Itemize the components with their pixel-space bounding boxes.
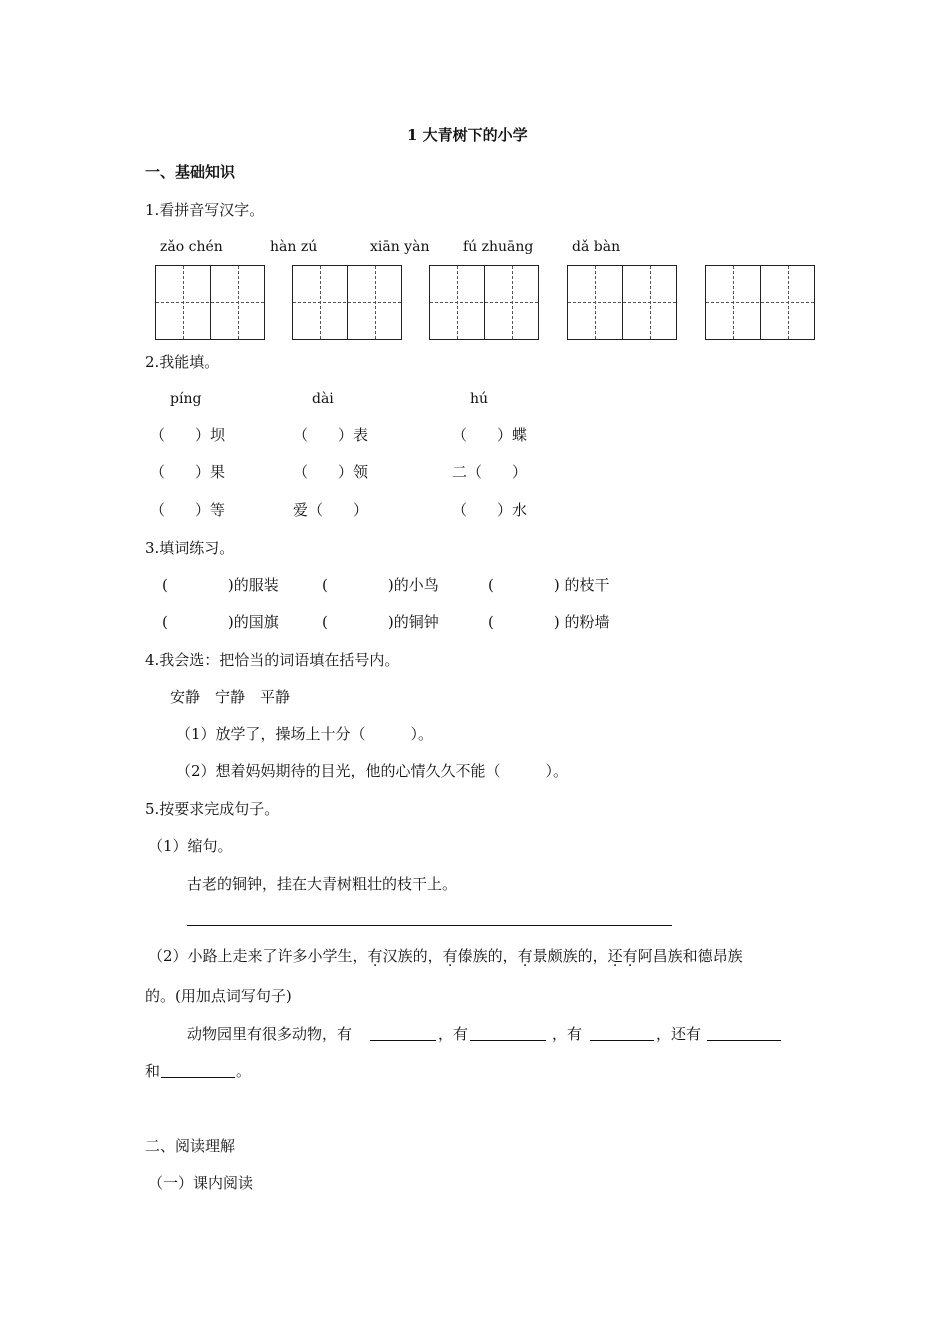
q5-answer-line[interactable]	[187, 925, 672, 926]
dotted-char: 有	[622, 947, 638, 965]
section-heading-reading: 二、阅读理解	[145, 1137, 236, 1155]
q5-prompt: 5.按要求完成句子。	[145, 800, 280, 818]
q3-item[interactable]: ( ) 的枝干	[488, 576, 610, 594]
pinyin-5: dǎ bàn	[572, 239, 621, 255]
q1-prompt: 1.看拼音写汉字。	[145, 201, 265, 219]
q5-fill-text-1: 动物园里有很多动物，有	[187, 1025, 353, 1043]
q5-fill-text-4: ，还有	[656, 1025, 702, 1043]
q3-item[interactable]: ( )的国旗	[162, 613, 279, 631]
pinyin-3: xiān yàn	[370, 239, 430, 255]
q5-sub1-sentence: 古老的铜钟，挂在大青树粗壮的枝干上。	[187, 875, 458, 893]
q2-pinyin-ping: píng	[170, 391, 202, 407]
q2-item[interactable]: （ ）坝	[150, 426, 226, 444]
q5-sub1-label: （1）缩句。	[148, 837, 233, 855]
q2-pinyin-hu: hú	[470, 391, 489, 407]
q5-sub2-text: 景颇族的，	[532, 947, 608, 965]
q3-item[interactable]: ( )的铜钟	[322, 613, 439, 631]
q2-pinyin-dai: dài	[312, 391, 334, 407]
q3-item[interactable]: ( )的小鸟	[322, 576, 439, 594]
blank-line[interactable]	[161, 1077, 235, 1078]
blank-line[interactable]	[370, 1040, 436, 1041]
q5-fill-text-2: ，有	[438, 1025, 469, 1043]
blank-line[interactable]	[590, 1040, 654, 1041]
q3-item[interactable]: ( )的服装	[162, 576, 279, 594]
q5-fill-text-5: 和	[145, 1062, 161, 1080]
q5-sub2-text: 汉族的，	[382, 947, 443, 965]
pinyin-4: fú zhuāng	[463, 239, 534, 255]
q5-fill-text-6: 。	[236, 1062, 252, 1080]
q2-item[interactable]: （ ）等	[150, 501, 226, 519]
q4-word-choices: 安静 宁静 平静	[170, 688, 291, 706]
blank-line[interactable]	[470, 1040, 546, 1041]
q4-item-1[interactable]: （1）放学了，操场上十分（ ）。	[176, 725, 434, 743]
q2-item[interactable]: （ ）果	[150, 463, 226, 481]
writing-grid-5[interactable]	[705, 265, 815, 340]
q4-prompt: 4.我会选：把恰当的词语填在括号内。	[145, 651, 400, 669]
q2-item[interactable]: （ ）表	[293, 426, 369, 444]
pinyin-1: zǎo chén	[160, 239, 223, 255]
q5-sub2-text: 傣族的，	[457, 947, 518, 965]
q5-sub2-text: 阿昌族和德昂族	[637, 947, 743, 965]
page-title: 1 大青树下的小学	[407, 126, 528, 144]
writing-grid-2[interactable]	[292, 265, 402, 340]
blank-line[interactable]	[707, 1040, 781, 1041]
section-heading-basics: 一、基础知识	[145, 163, 236, 181]
q2-item[interactable]: 二（ ）	[452, 463, 528, 481]
q5-sub2-line2: 的。(用加点词写句子)	[145, 987, 292, 1005]
pinyin-2: hàn zú	[270, 239, 318, 255]
q3-prompt: 3.填词练习。	[145, 539, 235, 557]
writing-grid-3[interactable]	[429, 265, 539, 340]
q5-sub2-text: （2）小路上走来了许多小学生，	[148, 947, 368, 965]
dotted-char: 还	[607, 947, 623, 965]
q2-item[interactable]: （ ）蝶	[452, 426, 528, 444]
writing-grid-4[interactable]	[567, 265, 677, 340]
q5-sub2-line1	[148, 947, 743, 965]
q4-item-2[interactable]: （2）想着妈妈期待的目光，他的心情久久不能（ ）。	[176, 762, 569, 780]
q5-fill-text-3: ，有	[552, 1025, 583, 1043]
dotted-char: 有	[517, 947, 533, 965]
q2-prompt: 2.我能填。	[145, 353, 220, 371]
dotted-char: 有	[367, 947, 383, 965]
writing-grid-1[interactable]	[155, 265, 265, 340]
q3-item[interactable]: ( ) 的粉墙	[488, 613, 610, 631]
section-sub-reading: （一）课内阅读	[148, 1174, 254, 1192]
q2-item[interactable]: （ ）领	[293, 463, 369, 481]
q2-item[interactable]: 爱（ ）	[293, 501, 369, 519]
q2-item[interactable]: （ ）水	[452, 501, 528, 519]
dotted-char: 有	[442, 947, 458, 965]
